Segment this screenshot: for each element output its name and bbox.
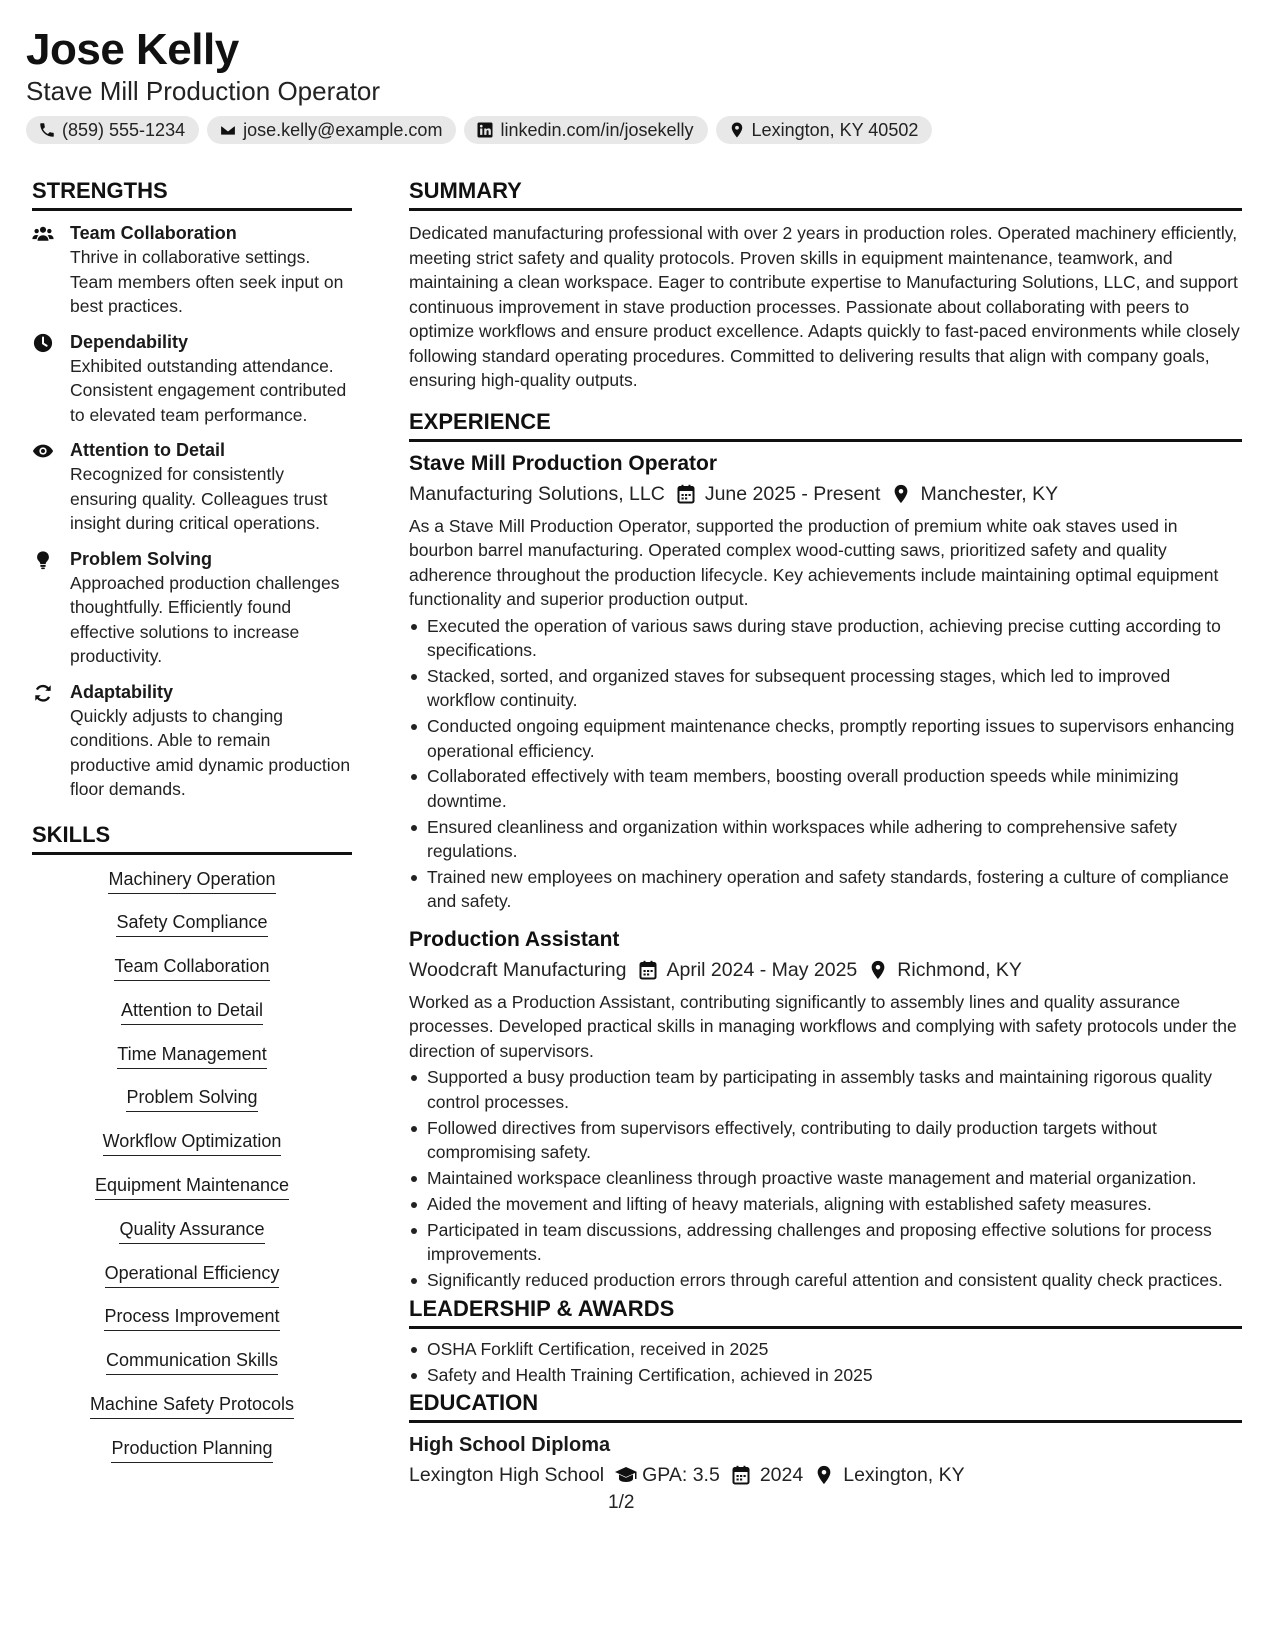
list-item: Participated in team discussions, addressing challenges and proposing effective solutions for process improvements. <box>409 1218 1242 1267</box>
envelope-icon <box>219 121 237 139</box>
list-item: Ensured cleanliness and organization within workspaces while adhering to comprehensive safety regulations. <box>409 815 1242 864</box>
list-item: Trained new employees on machinery operation and safety standards, fostering a culture of compliance and safety. <box>409 865 1242 914</box>
graduation-cap-icon <box>614 1465 638 1485</box>
candidate-name: Jose Kelly <box>26 25 239 74</box>
resume-header <box>26 24 1256 144</box>
contact-email[interactable] <box>207 116 456 144</box>
list-item: Supported a busy production team by participating in assembly tasks and maintaining rigorous quality control processes. <box>409 1065 1242 1114</box>
education-school: Lexington High School <box>409 1464 605 1487</box>
eye-icon <box>32 441 54 461</box>
clock-icon <box>32 333 54 353</box>
list-item: OSHA Forklift Certification, received in 2025 <box>409 1337 1242 1362</box>
awards-list <box>409 1337 1242 1387</box>
contact-phone[interactable] <box>26 116 199 144</box>
skill-tag: Equipment Maintenance <box>95 1173 289 1200</box>
skill-tag: Machinery Operation <box>108 867 275 894</box>
map-pin-icon <box>815 1465 833 1485</box>
skill-tag: Production Planning <box>111 1436 272 1463</box>
job-title: Production Assistant <box>409 927 620 951</box>
list-item: Significantly reduced production errors through careful attention and consistent quality check practices. <box>409 1268 1242 1293</box>
skill-tag: Workflow Optimization <box>103 1129 282 1156</box>
sync-icon <box>32 683 54 703</box>
skill-tag: Attention to Detail <box>121 998 263 1025</box>
page-number: 1/2 <box>608 1492 635 1513</box>
linkedin-icon <box>476 121 494 139</box>
strength-desc: Quickly adjusts to changing conditions. Able to remain productive amid dynamic production floor demands. <box>70 705 351 799</box>
experience-title: EXPERIENCE <box>409 407 1242 442</box>
strengths-title: STRENGTHS <box>32 176 352 211</box>
contact-email-text: jose.kelly@example.com <box>243 119 443 140</box>
job-entry <box>409 450 1242 914</box>
strength-item <box>32 221 352 319</box>
skill-tag: Operational Efficiency <box>105 1261 280 1288</box>
strength-item <box>32 438 352 536</box>
job-meta <box>409 480 1242 508</box>
list-item: Followed directives from supervisors effectively, contributing to daily production targets without compromising safety. <box>409 1116 1242 1165</box>
education-degree: High School Diploma <box>409 1434 611 1457</box>
strength-title: Team Collaboration <box>70 223 237 243</box>
contact-bar <box>26 116 1256 144</box>
contact-location-text: Lexington, KY 40502 <box>751 119 919 140</box>
job-dates: June 2025 - Present <box>704 482 881 505</box>
users-icon <box>32 224 54 244</box>
job-location: Manchester, KY <box>920 482 1059 505</box>
strength-desc: Thrive in collaborative settings. Team members often seek input on best practices. <box>70 247 344 316</box>
skill-tag: Process Improvement <box>104 1304 279 1331</box>
strength-item <box>32 680 352 802</box>
strength-title: Dependability <box>70 331 189 352</box>
skills-title: SKILLS <box>32 820 352 855</box>
left-column <box>32 176 352 1480</box>
contact-linkedin-text: linkedin.com/in/josekelly <box>500 119 694 140</box>
education-title: EDUCATION <box>409 1388 1242 1423</box>
job-location: Richmond, KY <box>897 958 1022 981</box>
skill-tag: Quality Assurance <box>119 1217 264 1244</box>
contact-location <box>716 116 933 144</box>
job-description: Worked as a Production Assistant, contributing significantly to assembly lines and quality assurance processes. Developed practical skills in managing workflows and complying with safety protocols under the direction of supervisors. <box>409 991 1237 1061</box>
strength-title: Adaptability <box>70 681 174 702</box>
map-pin-icon <box>728 121 746 139</box>
skills-list <box>32 867 352 1480</box>
strength-desc: Approached production challenges thoughtfully. Efficiently found effective solutions to increase productivity. <box>70 572 340 666</box>
list-item: Collaborated effectively with team members, boosting overall production speeds while minimizing downtime. <box>409 764 1242 813</box>
map-pin-icon <box>892 484 910 504</box>
candidate-role: Stave Mill Production Operator <box>26 76 381 106</box>
list-item: Stacked, sorted, and organized staves for subsequent processing stages, which led to improved workflow continuity. <box>409 664 1242 713</box>
calendar-icon <box>732 1465 750 1485</box>
education-meta <box>409 1461 1242 1489</box>
strength-desc: Exhibited outstanding attendance. Consistent engagement contributed to elevated team performance. <box>70 355 347 425</box>
job-company: Woodcraft Manufacturing <box>409 958 627 981</box>
skill-tag: Problem Solving <box>126 1085 257 1112</box>
education-year: 2024 <box>759 1464 804 1487</box>
skill-tag: Safety Compliance <box>116 910 267 937</box>
job-company: Manufacturing Solutions, LLC <box>409 482 665 505</box>
strength-title: Problem Solving <box>70 548 213 569</box>
strength-desc: Recognized for consistently ensuring quality. Colleagues trust insight during critical operations. <box>70 464 328 533</box>
contact-phone-text: (859) 555-1234 <box>62 119 186 140</box>
job-bullets <box>409 1065 1242 1292</box>
phone-icon <box>38 121 56 139</box>
job-dates: April 2024 - May 2025 <box>666 958 858 981</box>
job-bullets <box>409 614 1242 914</box>
summary-text: Dedicated manufacturing professional with over 2 years in production roles. Operated machinery efficiently, meeting strict safety and quality protocols. Proven skills in equipment maintenance, teamwork, and maintaining a clean workspace. Eager to contribute expertise to Manufacturing Solutions, LLC, and support continuous improvement in stave production processes. Passionate about collaborating with peers to optimize workflows and ensure product excellence. Adapts quickly to fast-paced environments while closely following standard operating procedures. Committed to delivering results that align with company goals, ensuring high-quality outputs. <box>409 223 1240 390</box>
strength-item <box>32 330 352 428</box>
lightbulb-icon <box>32 550 54 570</box>
contact-linkedin[interactable] <box>464 116 707 144</box>
job-entry <box>409 926 1242 1292</box>
summary-title: SUMMARY <box>409 176 1242 211</box>
education-gpa: GPA: 3.5 <box>642 1464 720 1487</box>
map-pin-icon <box>869 960 887 980</box>
calendar-icon <box>639 960 657 980</box>
strength-item <box>32 547 352 669</box>
skill-tag: Time Management <box>117 1042 266 1069</box>
right-column <box>409 176 1242 1489</box>
list-item: Aided the movement and lifting of heavy materials, aligning with established safety measures. <box>409 1192 1242 1217</box>
job-meta <box>409 956 1242 984</box>
skill-tag: Communication Skills <box>106 1348 278 1375</box>
skill-tag: Machine Safety Protocols <box>90 1392 294 1419</box>
list-item: Conducted ongoing equipment maintenance checks, promptly reporting issues to supervisors enhancing operational efficiency. <box>409 714 1242 763</box>
list-item: Maintained workspace cleanliness through proactive waste management and material organization. <box>409 1166 1242 1191</box>
strengths-list <box>32 221 352 802</box>
job-description: As a Stave Mill Production Operator, supported the production of premium white oak staves used in bourbon barrel manufacturing. Operated complex wood-cutting saws, prioritized safety and quality adherence throughout the production lifecycle. Key achievements include maintaining optimal equipment functionality and superior production output. <box>409 515 1219 609</box>
job-title: Stave Mill Production Operator <box>409 451 718 475</box>
awards-title: LEADERSHIP & AWARDS <box>409 1294 1242 1329</box>
education-location: Lexington, KY <box>843 1464 965 1487</box>
skill-tag: Team Collaboration <box>114 954 269 981</box>
calendar-icon <box>677 484 695 504</box>
list-item: Safety and Health Training Certification, achieved in 2025 <box>409 1363 1242 1388</box>
strength-title: Attention to Detail <box>70 440 225 460</box>
list-item: Executed the operation of various saws during stave production, achieving precise cutting according to specifications. <box>409 614 1242 663</box>
